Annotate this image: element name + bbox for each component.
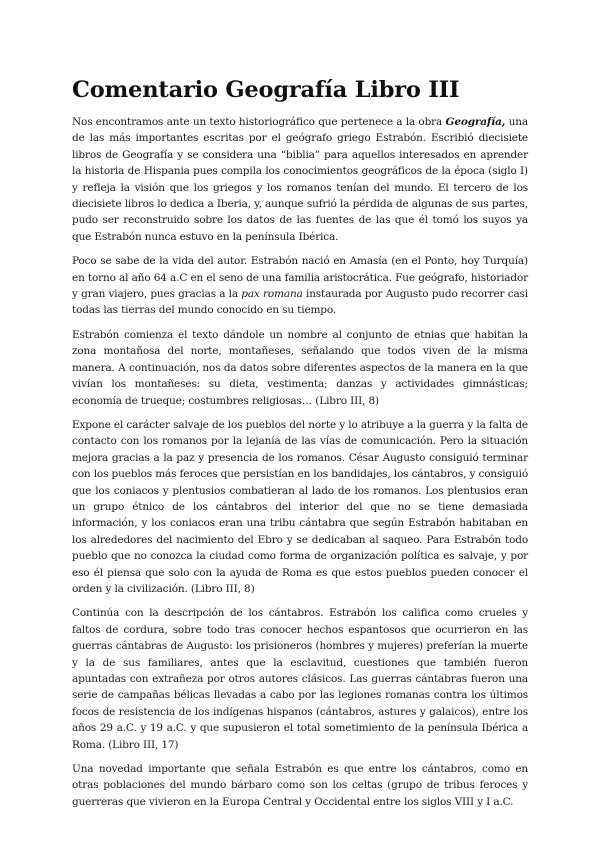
paragraph-introduction xyxy=(72,114,528,245)
pax-romana-term: pax romana xyxy=(241,288,303,301)
paragraph-text: Nos encontramos ante un texto historiográfico que pertenece a la obra xyxy=(72,116,446,128)
work-title: Geografía, xyxy=(445,116,506,128)
paragraph-text: Poco se sabe de la vida del autor. Estrabón nació en Amasía (en el Ponto, hoy Turquía) en torno al año 64 a.C en el seno de una familia aristocrática. Fue geógrafo, historiador y gran viajero, pues gracias a la xyxy=(72,255,528,301)
paragraph-montanos: Estrabón comienza el texto dándole un nombre al conjunto de etnias que habitan la zona montañosa del norte, montañeses, señalando que todos viven de la misma manera. A continuación, nos da datos sobre diferentes aspectos de la manera en la que vivían los montañeses: su dieta, vestimenta; danzas y actividades gimnásticas; economía de trueque; costumbres religiosas… (Libro III, 8) xyxy=(72,328,528,407)
paragraph-caracter-salvaje: Expone el carácter salvaje de los pueblos del norte y lo atribuye a la guerra y la falta de contacto con los romanos por la lejanía de las vías de comunicación. Pero la situación mejora gracias a la paz y presencia de los romanos. César Augusto consiguió terminar con los pueblos más feroces que persistían en los bandidajes, los cántabros, y consiguió que los coniacos y plentusios combatieran al lado de los romanos. Los plentusios eran un grupo étnico de los cántabros del interior del que no se tiene demasiada información, y los coniacos eran una tribu cántabra que según Estrabón habitaban en los alrededores del nacimiento del Ebro y se dedicaban al saqueo. Para Estrabón todo pueblo que no conozca la ciudad como forma de organización política es salvaje, y por eso él piensa que solo con la ayuda de Roma es que estos pueblos pueden conocer el orden y la civilización. (Libro III, 8) xyxy=(72,418,528,595)
paragraph-novedad: Una novedad importante que señala Estrabón es que entre los cántabros, como en otras poblaciones del mundo bárbaro como son los celtas (grupo de tribus feroces y guerreras que vivieron en la Europa Central y Occidental entre los siglos VIII y I a.C. xyxy=(72,763,528,808)
paragraph-text: una de las más importantes escritas por el geógrafo griego Estrabón. Escribió diecisiete libros de Geografía y se considera una “biblia” para aquellos interesados en aprender la historia de Hispania pues compila los conocimientos geográficos de la época (siglo I) y refleja la visión que los griegos y los romanos tenían del mundo. El tercero de los diecisiete libros lo dedica a Iberia, y, aunque sufrió la pérdida de algunas de sus partes, pudo ser reconstruido sobre los datos de las fuentes de las que él tomó los suyos ya que Estrabón nunca estuvo en la península Ibérica. xyxy=(72,116,528,243)
document-page xyxy=(72,76,528,810)
paragraph-cantabros: Continúa con la descripción de los cántabros. Estrabón los califica como crueles y faltos de cordura, sobre todo tras conocer hechos espantosos que ocurrieron en las guerras cántabras de Augusto: los prisioneros (hombres y mujeres) preferían la muerte y la de sus familiares, antes que la esclavitud, cuestiones que también fueron apuntadas con extrañeza por otros autores clásicos. Las guerras cántabras fueron una serie de campañas bélicas llevadas a cabo por las legiones romanas contra los últimos focos de resistencia de los indígenas hispanos (cántabros, astures y galaicos), entre los años 29 a.C. y 19 a.C. y que supusieron el total sometimiento de la península Ibérica a Roma. (Libro III, 17) xyxy=(72,607,528,751)
page-title: Comentario Geografía Libro III xyxy=(72,77,460,103)
paragraph-text: instaurada por Augusto pudo recorrer casi todas las tierras del mundo conocido en su tiempo. xyxy=(72,288,528,317)
paragraph-author xyxy=(72,253,528,319)
